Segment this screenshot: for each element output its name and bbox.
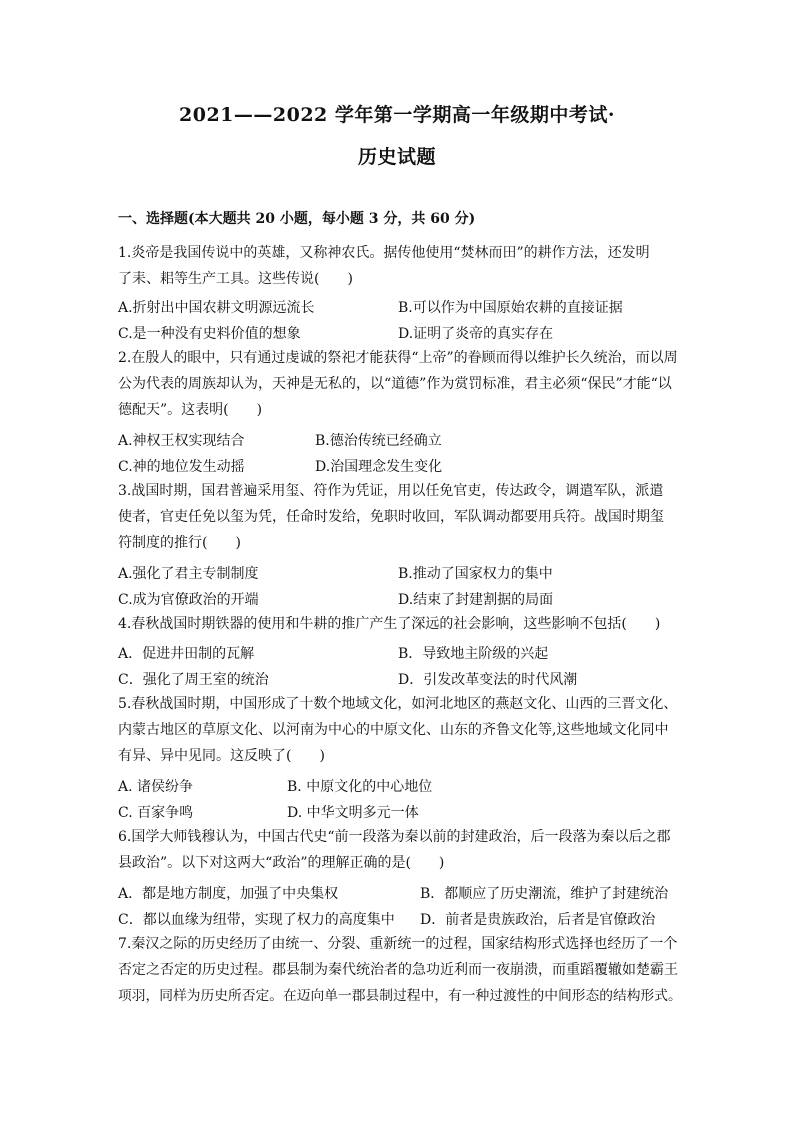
question-3-option-c: C.成为官僚政治的开端 [118,592,259,608]
question-5-option-d: D. 中华文明多元一体 [287,805,419,821]
question-1-stem-line: 1.炎帝是我国传说中的英雄，又称神农氏。据传他使用“焚林而田”的耕作方法，还发明 [118,245,650,261]
question-1-stem-line: 了耒、耜等生产工具。这些传说( ) [118,271,353,287]
question-4-option-b: B．导致地主阶级的兴起 [398,646,549,662]
question-5-stem-line: 5.春秋战国时期，中国形成了十数个地域文化，如河北地区的燕赵文化、山西的三晋文化、 [118,696,678,712]
exam-subtitle: 历史试题 [357,146,436,168]
question-7-stem-line: 7.秦汉之际的历史经历了由统一、分裂、重新统一的过程，国家结构形式选择也经历了一个 [118,936,678,952]
question-2-option-c: C.神的地位发生动摇 [118,459,245,475]
question-3-option-a: A.强化了君主专制制度 [118,566,259,582]
question-3-stem-line: 使者，官吏任免以玺为凭，任命时发给，免职时收回，军队调动都要用兵符。战国时期玺 [118,509,664,525]
question-5-option-b: B. 中原文化的中心地位 [287,779,433,795]
question-3-stem-line: 3.战国时期，国君普遍采用玺、符作为凭证，用以任免官吏，传达政令，调遣军队，派遣 [118,483,664,499]
question-5-option-c: C. 百家争鸣 [118,805,194,821]
exam-title: 2021——2022 学年第一学期高一年级期中考试· [179,104,615,126]
question-3-option-d: D.结束了封建割据的局面 [398,592,554,608]
question-6-option-b: B．都顺应了历史潮流，维护了封建统治 [420,886,669,902]
question-4-stem-line: 4.春秋战国时期铁器的使用和牛耕的推广产生了深远的社会影响，这些影响不包括( ) [118,616,661,632]
question-4-option-d: D．引发改革变法的时代风潮 [398,672,578,688]
question-6-stem-line: 县政治”。以下对这两大“政治”的理解正确的是( ) [118,855,445,871]
question-7-stem-line: 项羽，同样为历史所否定。在迈向单一郡县制过程中，有一种过渡性的中间形态的结构形式。 [118,988,682,1004]
question-6-option-a: A．都是地方制度，加强了中央集权 [118,886,339,902]
question-1-option-d: D.证明了炎帝的真实存在 [398,326,554,342]
question-5-stem-line: 内蒙古地区的草原文化、以河南为中心的中原文化、山东的齐鲁文化等,这些地域文化同中 [118,722,669,738]
question-3-option-b: B.推动了国家权力的集中 [398,566,553,582]
section-heading: 一、选择题(本大题共 20 小题，每小题 3 分，共 60 分) [118,211,476,227]
question-4-option-c: C．强化了周王室的统治 [118,672,269,688]
question-5-option-a: A. 诸侯纷争 [118,779,194,795]
question-1-option-a: A.折射出中国农耕文明源远流长 [118,300,315,316]
question-6-option-c: C．都以血缘为纽带，实现了权力的高度集中 [118,912,395,928]
question-6-stem-line: 6.国学大师钱穆认为，中国古代史“前一段落为秦以前的封建政治，后一段落为秦以后之郡 [118,829,671,845]
question-2-option-d: D.治国理念发生变化 [315,459,443,475]
question-1-option-b: B.可以作为中国原始农耕的直接证据 [398,300,623,316]
question-2-stem-line: 德配天”。这表明( ) [118,402,263,418]
question-4-option-a: A．促进井田制的瓦解 [118,646,255,662]
question-2-stem-line: 公为代表的周族却认为，天神是无私的，以“道德”作为赏罚标准，君主必须“保民”才能“以 [118,376,672,392]
question-6-option-d: D．前者是贵族政治，后者是官僚政治 [420,912,656,928]
question-2-option-b: B.德治传统已经确立 [315,433,442,449]
question-1-option-c: C.是一种没有史料价值的想象 [118,326,301,342]
question-5-stem-line: 有异、异中见同。这反映了( ) [118,748,325,764]
question-7-stem-line: 否定之否定的历史过程。郡县制为秦代统治者的急功近利而一夜崩溃，而重蹈覆辙如楚霸王 [118,962,678,978]
question-2-option-a: A.神权王权实现结合 [118,433,245,449]
question-3-stem-line: 符制度的推行( ) [118,535,241,551]
question-2-stem-line: 2.在殷人的眼中，只有通过虔诚的祭祀才能获得“上帝”的眷顾而得以维护长久统治，而以周 [118,350,678,366]
